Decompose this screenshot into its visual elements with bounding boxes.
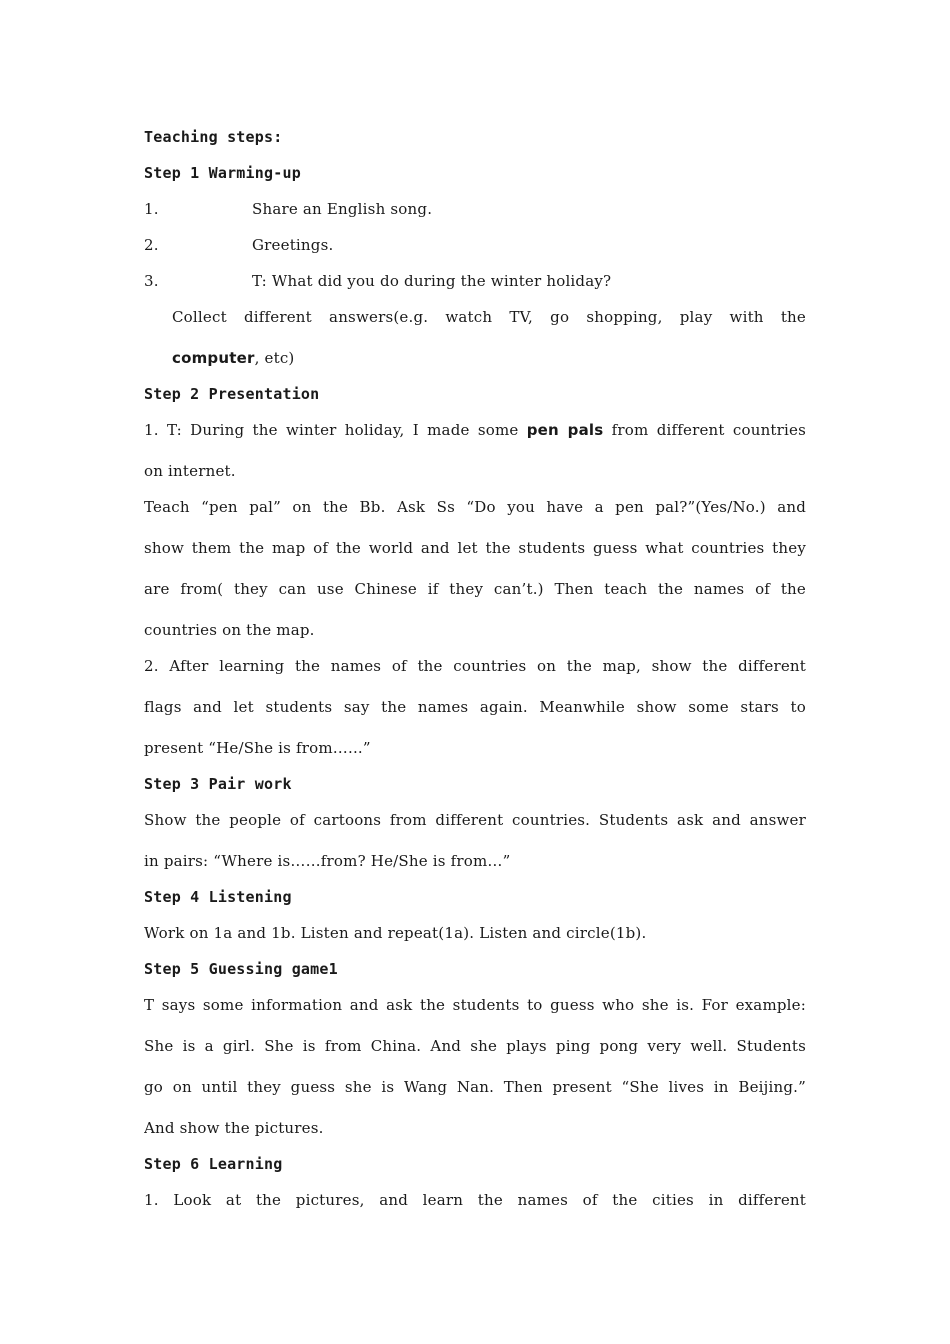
step1-item-1	[144, 198, 806, 234]
item-text: Share an English song.	[252, 200, 433, 218]
collect-answers-line: Collect different answers(e.g. watch TV, go shopping, play with the	[172, 308, 806, 326]
step2-para1-line1	[144, 419, 806, 460]
step3-heading: Step 3 Pair work	[144, 775, 292, 793]
item-number: 3.	[144, 272, 159, 290]
step5-heading: Step 5 Guessing game1	[144, 960, 338, 978]
step2-heading: Step 2 Presentation	[144, 385, 320, 403]
step2-para2-line3: are from( they can use Chinese if they can’t.) Then teach the names of the	[144, 580, 806, 598]
bold-term: pen pals	[526, 421, 604, 439]
text-segment: from different countries	[603, 421, 806, 439]
document-title: Teaching steps:	[144, 128, 283, 146]
step2-para2-line2: show them the map of the world and let the students guess what countries they	[144, 539, 806, 557]
step2-para2-line1: Teach “pen pal” on the Bb. Ask Ss “Do you have a pen pal?”(Yes/No.) and	[144, 498, 806, 516]
collect-answers-end	[144, 347, 806, 383]
step1-heading: Step 1 Warming-up	[144, 164, 301, 182]
step4-line1: Work on 1a and 1b. Listen and repeat(1a). Listen and circle(1b).	[144, 924, 647, 942]
step5-line2: She is a girl. She is from China. And she plays ping pong very well. Students	[144, 1037, 806, 1055]
text-segment: 1. T: During the winter holiday, I made some	[144, 421, 527, 439]
step1-item-3	[144, 270, 806, 306]
step2-para1-line2: on internet.	[144, 462, 236, 480]
step3-line2: in pairs: “Where is……from? He/She is from…”	[144, 852, 511, 870]
step2-para2-line4: countries on the map.	[144, 621, 315, 639]
step6-heading: Step 6 Learning	[144, 1155, 283, 1173]
step5-line3: go on until they guess she is Wang Nan. Then present “She lives in Beijing.”	[144, 1078, 806, 1096]
item-number: 2.	[144, 236, 159, 254]
step1-item-2	[144, 234, 806, 270]
step3-line1: Show the people of cartoons from different countries. Students ask and answer	[144, 811, 806, 829]
document-page	[144, 126, 806, 1225]
step2-para3-line2: flags and let students say the names again. Meanwhile show some stars to	[144, 698, 806, 716]
step5-line4: And show the pictures.	[144, 1119, 324, 1137]
step2-para3-line3: present “He/She is from…...”	[144, 739, 371, 757]
collect-rest: , etc)	[254, 349, 295, 367]
bold-term: computer	[172, 349, 255, 367]
item-text: Greetings.	[252, 236, 334, 254]
step5-line1: T says some information and ask the students to guess who she is. For example:	[144, 996, 806, 1014]
item-text: T: What did you do during the winter holiday?	[252, 272, 612, 290]
item-number: 1.	[144, 200, 159, 218]
step4-heading: Step 4 Listening	[144, 888, 292, 906]
step6-line1: 1. Look at the pictures, and learn the names of the cities in different	[144, 1191, 806, 1209]
step2-para3-line1: 2. After learning the names of the countries on the map, show the different	[144, 657, 806, 675]
